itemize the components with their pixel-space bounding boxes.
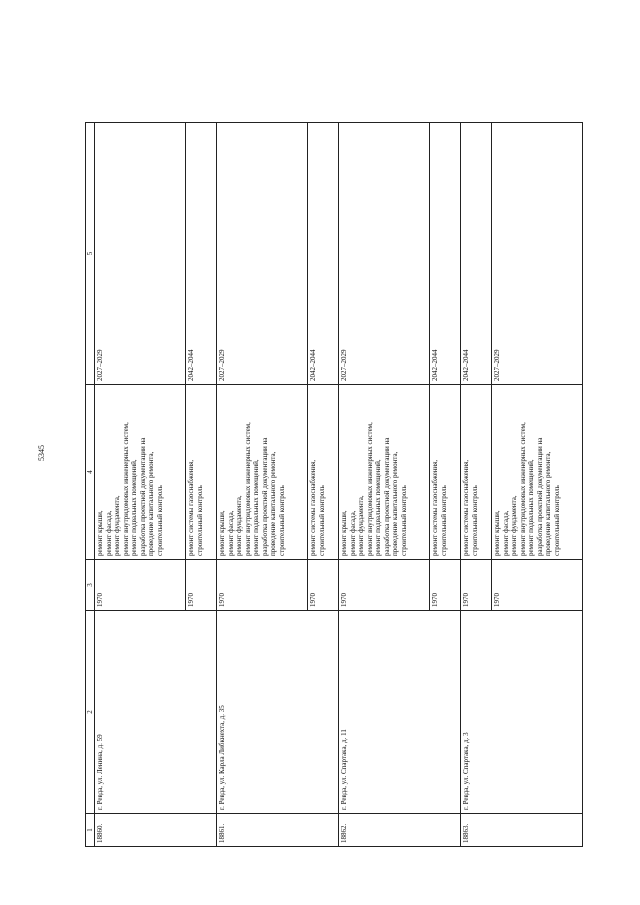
table-row	[217, 123, 308, 847]
work-item: проведение капитального ремонта,	[269, 451, 277, 556]
work-item: разработка проектной документации на	[138, 437, 147, 556]
year-cell: 1970	[186, 560, 217, 611]
address-cell: г. Ревда, ул. Спартака, д. 3	[461, 611, 583, 814]
work-item: проведение капитального ремонта,	[391, 451, 399, 556]
address-cell: г. Ревда, ул. Карла Либкнехта, д. 35	[217, 611, 339, 814]
work-item: строительный контроль	[470, 485, 479, 556]
work-item: разработка проектной документации на	[535, 437, 544, 556]
work-item: строительный контроль	[399, 485, 408, 556]
works-cell	[95, 385, 186, 560]
column-header: 5	[86, 123, 95, 385]
work-item: ремонт внутридомовых инженерных систем,	[365, 422, 374, 556]
work-item: ремонт фундамента,	[510, 495, 518, 556]
address-cell: г. Ревда, ул. Спартака, д. 11	[339, 611, 461, 814]
work-item: ремонт системы газоснабжения,	[309, 459, 317, 556]
column-number-row	[86, 123, 95, 847]
work-item: строительный контроль	[317, 485, 326, 556]
period-cell: 2027–2029	[95, 123, 186, 385]
work-item: строительный контроль	[195, 485, 204, 556]
period-cell: 2027–2029	[492, 123, 583, 385]
column-header: 3	[86, 560, 95, 611]
row-number: 18860.	[95, 814, 217, 847]
work-item: ремонт фасада,	[348, 510, 357, 556]
work-item: строительный контроль	[155, 485, 164, 556]
work-item: проведение капитального ремонта,	[147, 451, 155, 556]
works-cell	[339, 385, 430, 560]
work-item: ремонт крыши,	[493, 510, 501, 556]
work-item: строительный контроль	[277, 485, 286, 556]
year-cell: 1970	[95, 560, 186, 611]
column-header: 4	[86, 385, 95, 560]
work-item: ремонт крыши,	[218, 510, 226, 556]
work-item: разработка проектной документации на	[260, 437, 269, 556]
table-row	[461, 123, 492, 847]
work-item: ремонт крыши,	[340, 510, 348, 556]
page-number: 5345	[37, 445, 46, 461]
year-cell: 1970	[339, 560, 430, 611]
work-item: разработка проектной документации на	[382, 437, 391, 556]
work-item: ремонт подвальных помещений,	[130, 459, 138, 556]
work-item: ремонт фундамента,	[113, 495, 121, 556]
rotated-table-sheet	[85, 122, 600, 847]
works-cell	[186, 385, 217, 560]
work-item: проведение капитального ремонта,	[544, 451, 552, 556]
work-item: ремонт внутридомовых инженерных систем,	[121, 422, 130, 556]
work-item: ремонт системы газоснабжения,	[431, 459, 439, 556]
work-item: строительный контроль	[552, 485, 561, 556]
work-item: ремонт фундамента,	[235, 495, 243, 556]
works-cell	[461, 385, 492, 560]
column-header: 2	[86, 611, 95, 814]
year-cell: 1970	[492, 560, 583, 611]
table-row	[339, 123, 430, 847]
work-item: ремонт фасада,	[226, 510, 235, 556]
work-item: ремонт подвальных помещений,	[374, 459, 382, 556]
row-number: 18863.	[461, 814, 583, 847]
work-item: ремонт внутридомовых инженерных систем,	[518, 422, 527, 556]
period-cell: 2042–2044	[461, 123, 492, 385]
works-cell	[308, 385, 339, 560]
repair-schedule-table	[85, 122, 583, 847]
year-cell: 1970	[430, 560, 461, 611]
year-cell: 1970	[308, 560, 339, 611]
work-item: ремонт подвальных помещений,	[252, 459, 260, 556]
period-cell: 2042–2044	[430, 123, 461, 385]
year-cell: 1970	[217, 560, 308, 611]
column-header: 1	[86, 814, 95, 847]
works-cell	[492, 385, 583, 560]
row-number: 18862.	[339, 814, 461, 847]
work-item: ремонт фундамента,	[357, 495, 365, 556]
period-cell: 2042–2044	[186, 123, 217, 385]
work-item: ремонт крыши,	[96, 510, 104, 556]
work-item: ремонт системы газоснабжения,	[462, 459, 470, 556]
works-cell	[217, 385, 308, 560]
table-row	[95, 123, 186, 847]
year-cell: 1970	[461, 560, 492, 611]
work-item: ремонт системы газоснабжения,	[187, 459, 195, 556]
row-number: 18861.	[217, 814, 339, 847]
work-item: ремонт подвальных помещений,	[527, 459, 535, 556]
works-cell	[430, 385, 461, 560]
work-item: ремонт фасада,	[501, 510, 510, 556]
work-item: ремонт фасада,	[104, 510, 113, 556]
period-cell: 2042–2044	[308, 123, 339, 385]
table-body	[95, 123, 583, 847]
period-cell: 2027–2029	[339, 123, 430, 385]
work-item: строительный контроль	[439, 485, 448, 556]
work-item: ремонт внутридомовых инженерных систем,	[243, 422, 252, 556]
address-cell: г. Ревда, ул. Ленина, д. 59	[95, 611, 217, 814]
period-cell: 2027–2029	[217, 123, 308, 385]
